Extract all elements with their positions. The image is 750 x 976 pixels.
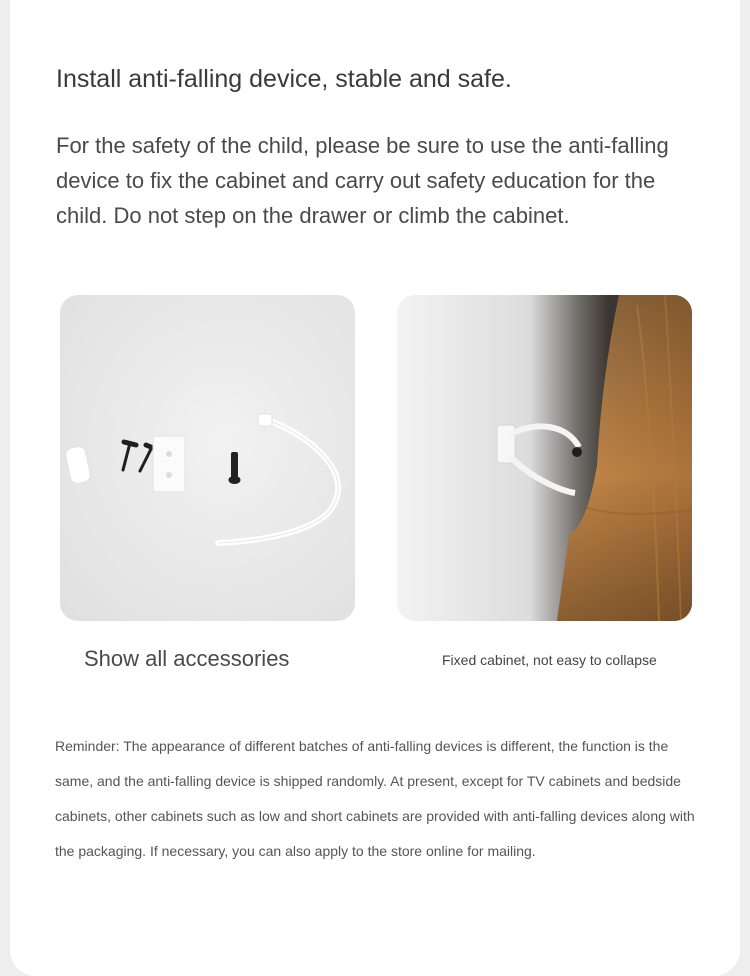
accessories-caption: Show all accessories	[84, 646, 290, 671]
reminder-text: Reminder: The appearance of different batches of anti-falling devices is different, the function is the same, and the anti-falling device is shipped randomly. At present, except for TV cabinets and bedside cabinets, other cabinets such as low and short cabinets are provided with anti-falling devices along with the packaging. If necessary, you can also apply to the store online for mailing.	[55, 738, 695, 859]
mounting-bracket-icon	[153, 436, 185, 492]
accessories-photo	[60, 295, 355, 621]
page-heading: Install anti-falling device, stable and safe.	[56, 65, 512, 93]
installed-device-photo	[397, 295, 692, 621]
installed-caption: Fixed cabinet, not easy to collapse	[442, 652, 657, 668]
safety-intro-text: For the safety of the child, please be sure to use the anti-falling device to fix the cabinet and carry out safety education for the child. Do not step on the drawer or climb the cabinet.	[56, 133, 669, 228]
